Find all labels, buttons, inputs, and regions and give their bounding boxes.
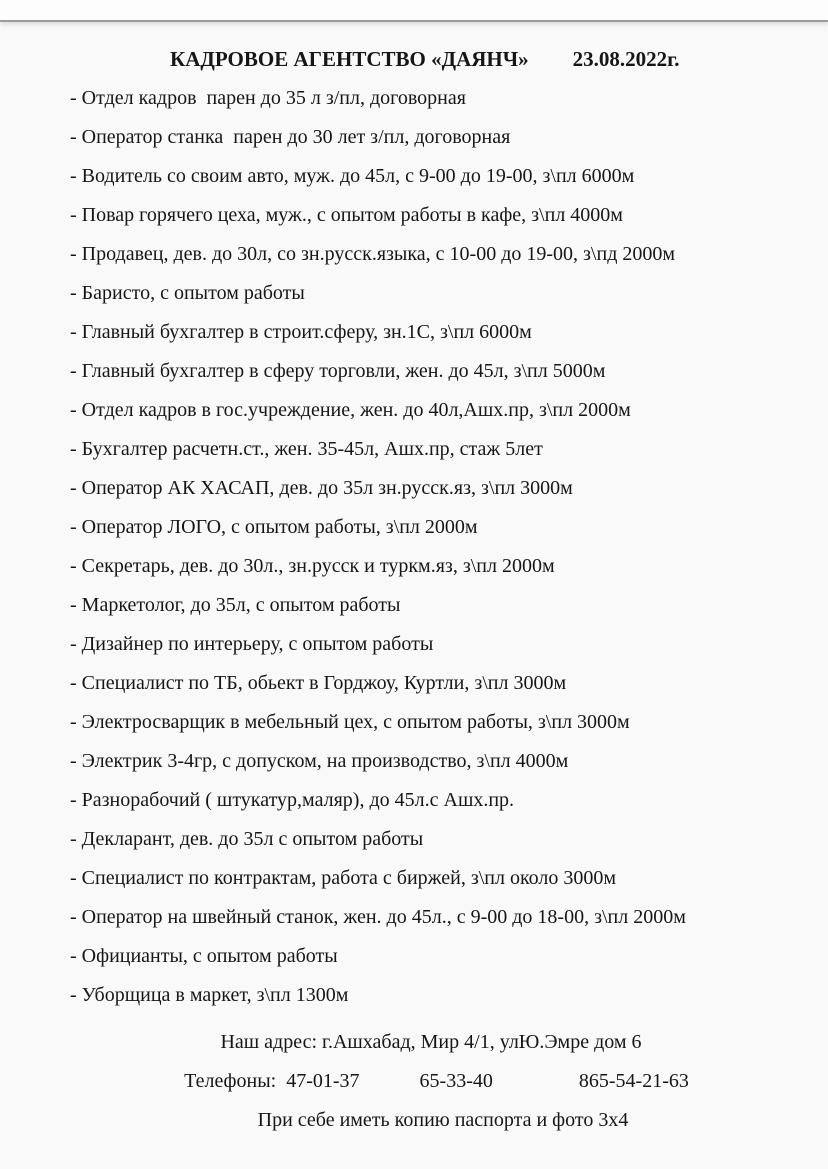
document-header (0, 40, 828, 79)
vacancy-line: - Оператор ЛОГО, с опытом работы, з\пл 2000м (70, 516, 478, 538)
scanned-page-top-edge (0, 0, 828, 22)
vacancy-line: - Специалист по контрактам, работа с биржей, з\пл около 3000м (70, 867, 617, 889)
requirements-note: При себе иметь копию паспорта и фото 3x4 (257, 1109, 629, 1131)
vacancy-line: - Главный бухгалтер в строит.сферу, зн.1С, з\пл 6000м (70, 321, 532, 343)
vacancy-line: - Уборщица в маркет, з\пл 1300м (70, 984, 349, 1006)
vacancy-line: - Баристо, с опытом работы (70, 282, 305, 304)
vacancy-line: - Продавец, дев. до 30л, со зн.русск.языка, с 10-00 до 19-00, з\пд 2000м (70, 243, 676, 265)
phones-label: Телефоны: (184, 1070, 277, 1092)
vacancy-line: - Специалист по ТБ, обьект в Горджоу, Куртли, з\пл 3000м (70, 672, 567, 694)
agency-address: Наш адрес: г.Ашхабад, Мир 4/1, улЮ.Эмре дом 6 (220, 1031, 642, 1053)
vacancy-line: - Декларант, дев. до 35л с опытом работы (70, 828, 424, 850)
vacancy-line: - Электрик 3-4гр, с допуском, на производство, з\пл 4000м (70, 750, 569, 772)
vacancy-line: - Оператор станка парен до 30 лет з/пл, договорная (70, 126, 511, 148)
vacancy-line: - Водитель со своим авто, муж. до 45л, с 9-00 до 19-00, з\пл 6000м (70, 165, 635, 187)
phone-number: 47-01-37 (286, 1070, 360, 1092)
vacancy-line: - Электросварщик в мебельный цех, с опытом работы, з\пл 3000м (70, 711, 630, 733)
vacancy-line: - Маркетолог, до 35л, с опытом работы (70, 594, 401, 616)
vacancy-line: - Секретарь, дев. до 30л., зн.русск и туркм.яз, з\пл 2000м (70, 555, 555, 577)
vacancy-line: - Дизайнер по интерьеру, с опытом работы (70, 633, 434, 655)
phone-number: 865-54-21-63 (578, 1070, 689, 1092)
document-date: 23.08.2022г. (572, 47, 680, 71)
vacancy-line: - Отдел кадров парен до 35 л з/пл, договорная (70, 87, 466, 109)
vacancy-line: - Отдел кадров в гос.учреждение, жен. до 40л,Ашх.пр, з\пл 2000м (70, 399, 631, 421)
vacancy-line: - Бухгалтер расчетн.ст., жен. 35-45л, Ашх.пр, стаж 5лет (70, 438, 543, 460)
vacancy-line: - Оператор АК ХАСАП, дев. до 35л зн.русск.яз, з\пл 3000м (70, 477, 573, 499)
document-footer (0, 1023, 828, 1140)
vacancy-line: - Официанты, с опытом работы (70, 945, 338, 967)
page-title: КАДРОВОЕ АГЕНТСТВО «ДАЯНЧ» (170, 47, 529, 71)
phones-row (0, 1062, 828, 1101)
phone-number: 65-33-40 (419, 1070, 493, 1092)
vacancy-line: - Главный бухгалтер в сферу торговли, жен. до 45л, з\пл 5000м (70, 360, 606, 382)
document-content (0, 40, 828, 1140)
vacancy-line: - Повар горячего цеха, муж., с опытом работы в кафе, з\пл 4000м (70, 204, 623, 226)
vacancy-line: - Разнорабочий ( штукатур,маляр), до 45л.с Ашх.пр. (70, 789, 515, 811)
vacancy-list (0, 79, 828, 1015)
vacancy-line: - Оператор на швейный станок, жен. до 45л., с 9-00 до 18-00, з\пл 2000м (70, 906, 686, 928)
